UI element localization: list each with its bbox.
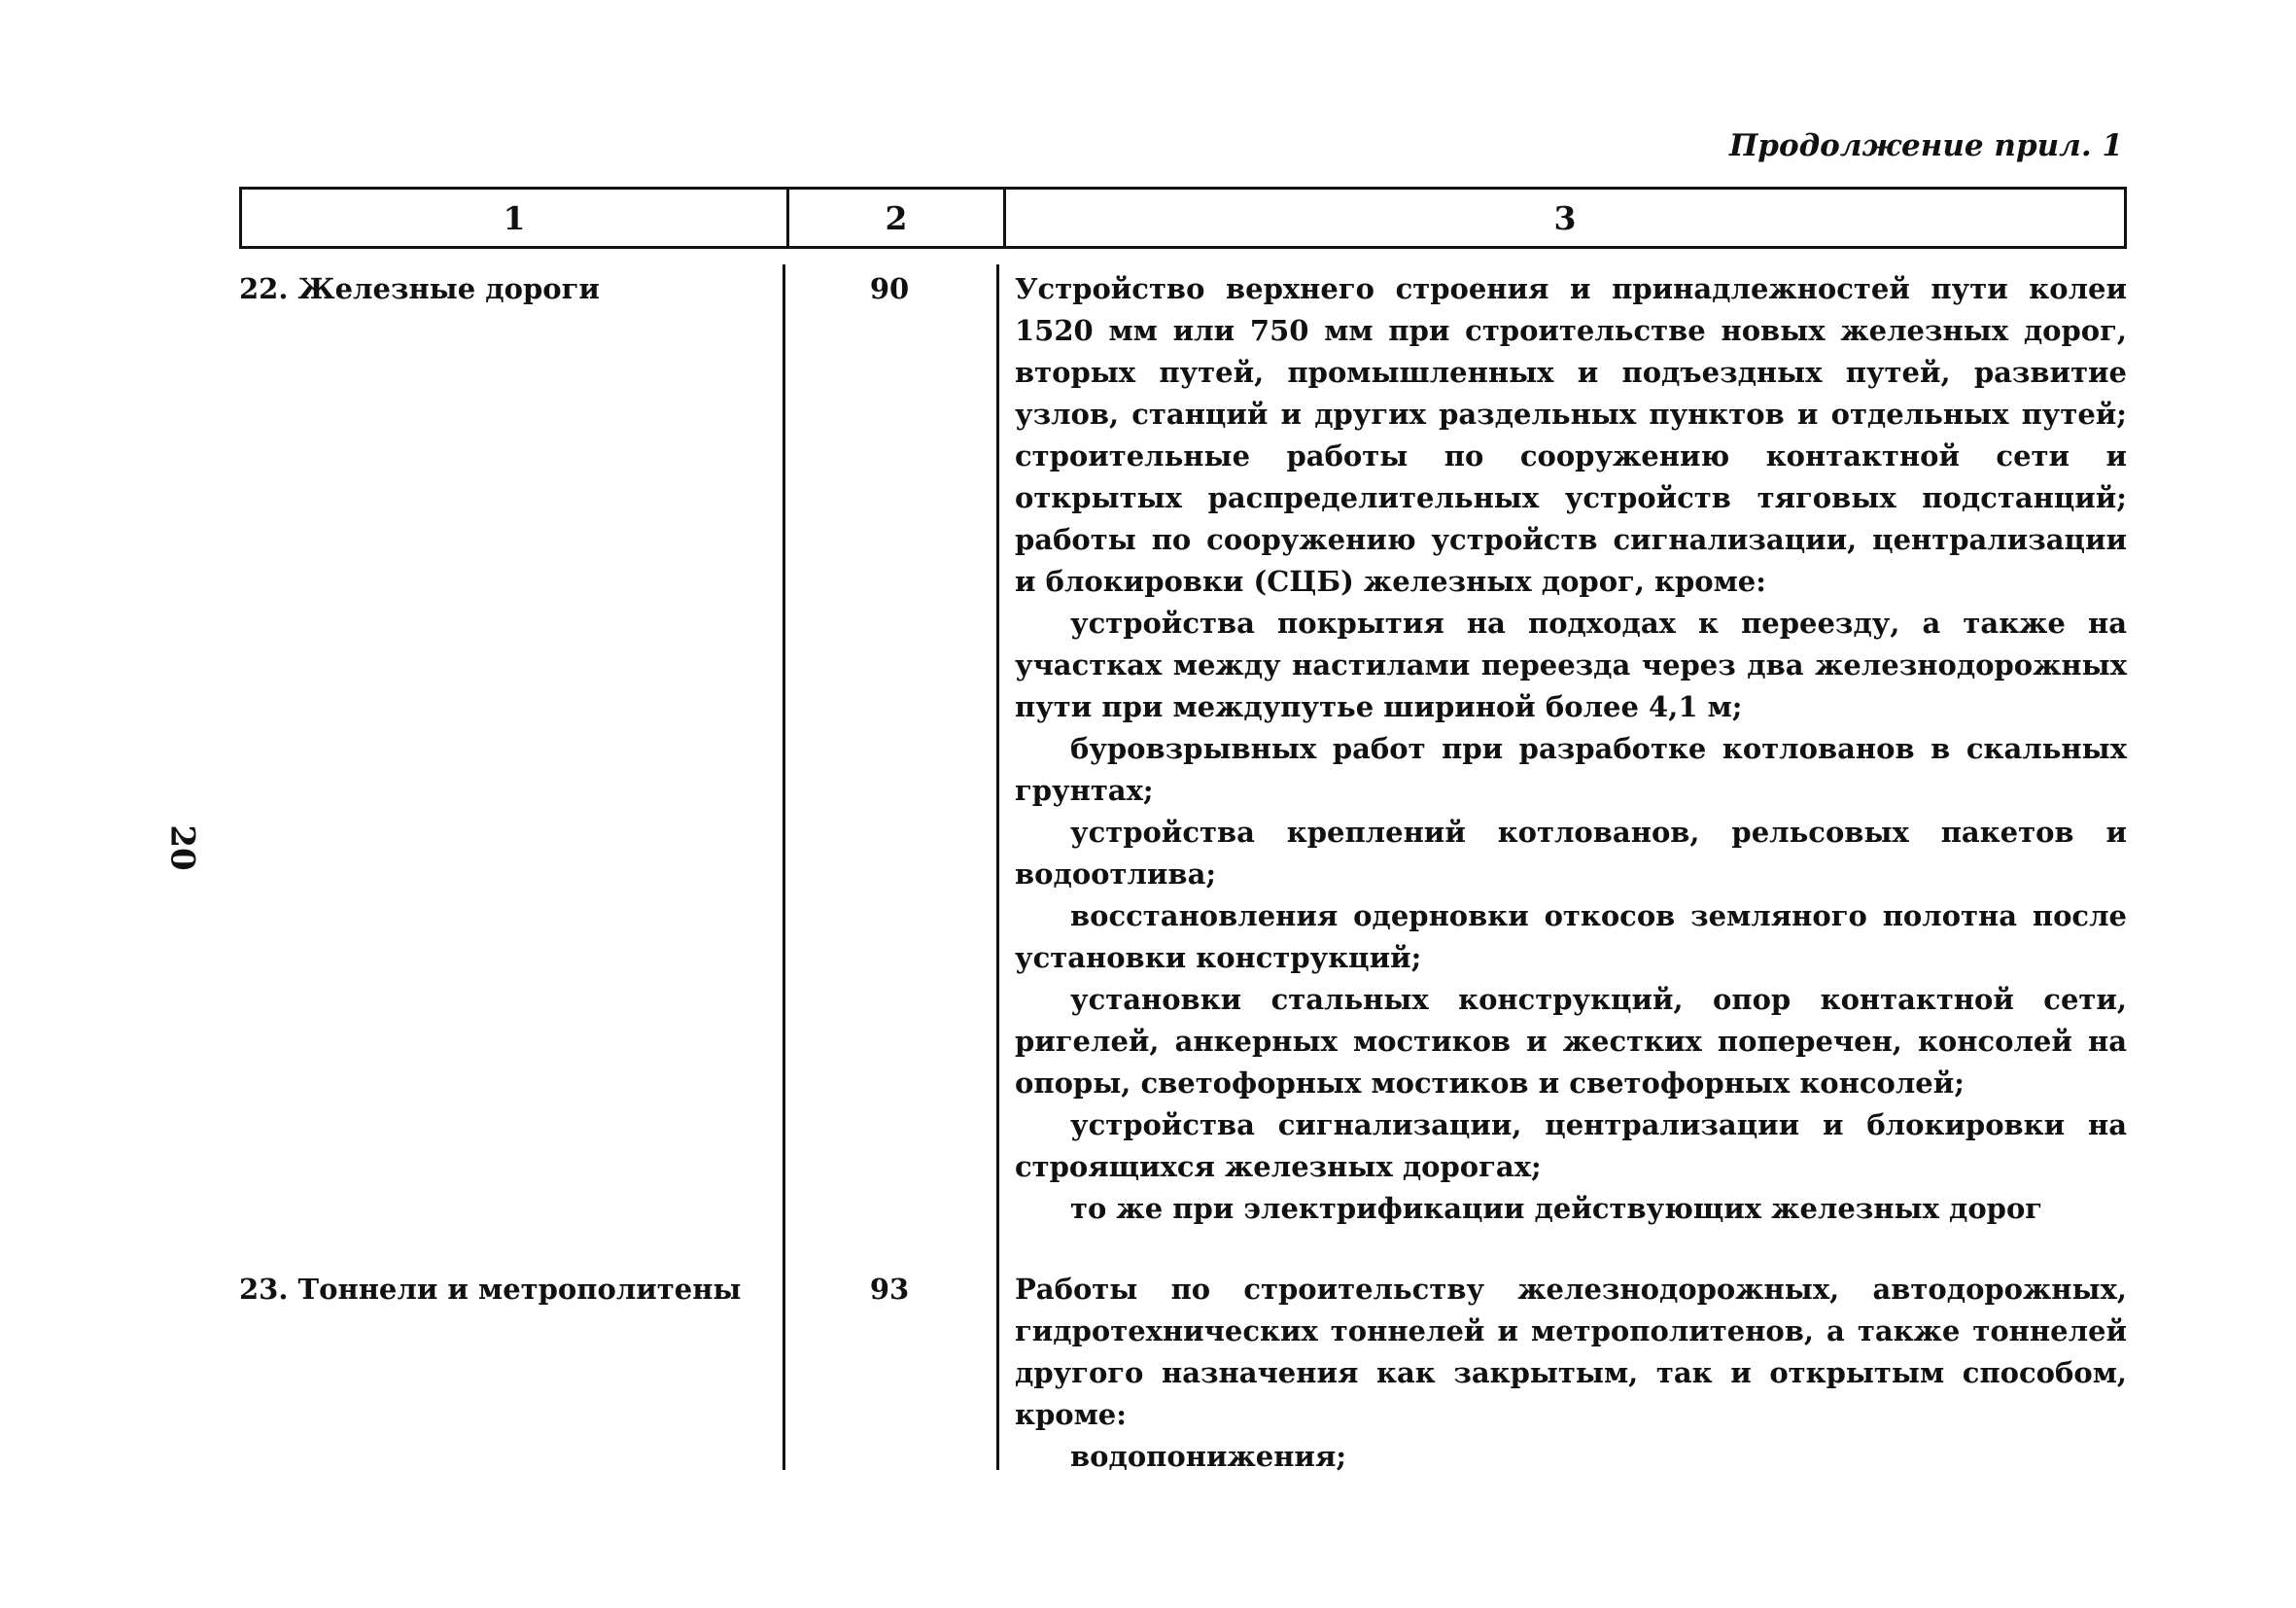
column-header-1: 1	[242, 190, 789, 246]
row-23-paragraph: водопонижения;	[1070, 1440, 1347, 1473]
row-22-paragraph: то же при электрификации действующих железных дорог	[1070, 1192, 2043, 1225]
row-22-paragraph: Устройство верхнего строения и принадлежностей пути колеи 1520 мм или 750 мм при строительстве новых железных дорог, вторых путей, промышленных и подъездных путей, развитие узлов, станций и других раздельных пунктов и отдельных путей; строительные работы по сооружению контактной сети и открытых распределительных устройств тяговых подстанций; работы по сооружению устройств сигнализации, централизации и блокировки (СЦБ) железных дорог, кроме:	[1015, 272, 2127, 598]
row-23-paragraph: Работы по строительству железнодорожных, автодорожных, гидротехнических тоннелей и метрополитенов, а также тоннелей другого назначения как закрытым, так и открытым способом, кроме:	[1015, 1273, 2127, 1431]
row-23-name: 23. Тоннели и метрополитены	[239, 1273, 742, 1306]
row-22-name: 22. Железные дороги	[239, 272, 600, 305]
row-23-description	[1015, 1269, 2127, 1478]
row-22-description	[1015, 268, 2127, 1230]
column-header-2: 2	[789, 190, 1006, 246]
row-22-code: 90	[869, 272, 910, 305]
row-22-paragraph: восстановления одерновки откосов земляного полотна после установки конструкций;	[1015, 899, 2127, 974]
row-22-paragraph: устройства покрытия на подходах к переезду, а также на участках между настилами переезда через два железнодорожных пути при междупутье шириной более 4,1 м;	[1015, 607, 2127, 723]
page-number: 20	[162, 824, 202, 871]
row-22-paragraph: установки стальных конструкций, опор контактной сети, ригелей, анкерных мостиков и жестких поперечен, консолей на опоры, светофорных мостиков и светофорных консолей;	[1015, 983, 2127, 1100]
continuation-label: Продолжение прил. 1	[1728, 128, 2123, 163]
table-header	[239, 187, 2127, 249]
row-22-paragraph: устройства креплений котлованов, рельсовых пакетов и водоотлива;	[1015, 816, 2127, 891]
column-header-3: 3	[1553, 198, 1577, 237]
column-divider-2	[996, 264, 999, 1470]
row-23-code: 93	[869, 1273, 910, 1306]
row-22-paragraph: буровзрывных работ при разработке котлованов в скальных грунтах;	[1015, 732, 2127, 807]
row-22-paragraph: устройства сигнализации, централизации и блокировки на строящихся железных дорогах;	[1015, 1108, 2127, 1183]
